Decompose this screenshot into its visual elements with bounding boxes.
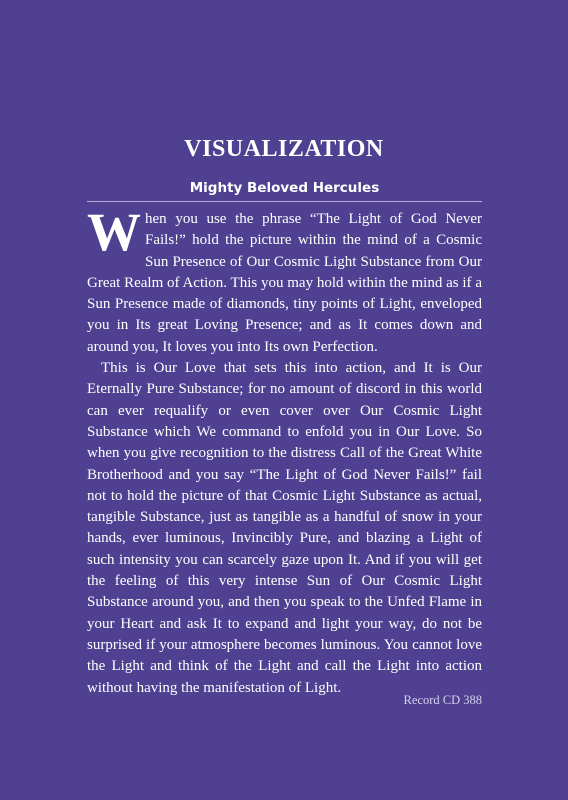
page-title: VISUALIZATION bbox=[184, 136, 384, 162]
body-text bbox=[87, 202, 482, 699]
subtitle-underline bbox=[87, 201, 482, 202]
author-subtitle: Mighty Beloved Hercules bbox=[189, 180, 380, 196]
subtitle-block bbox=[87, 180, 482, 204]
record-reference: Record CD 388 bbox=[403, 693, 482, 707]
paragraph-2: This is Our Love that sets this into action, and It is Our Eternally Pure Substance; for no amount of discord in this world can ever requalify or even cover over Our Cosmic Light Substance which We command to enfold you in Our Love. So when you give recognition to the distress Call of the Great White Brotherhood and you say “The Light of God Never Fails!” fail not to hold the picture of that Cosmic Light Substance as actual, tangible Substance, just as tangible as a handful of snow in your hands, ever luminous, Invincibly Pure, and blazing a Light of such intensity you can scarcely gaze upon It. And if you will get the feeling of this very intense Sun of Our Cosmic Light Substance around you, and then you speak to the Unfed Flame in your Heart and ask It to expand and light your way, do not be surprised if your atmosphere becomes luminous. You cannot love the Light and think of the Light and call the Light into action without having the manifestation of Light. bbox=[87, 360, 482, 696]
paragraph-1 bbox=[87, 202, 482, 358]
paragraph-1-text: hen you use the phrase “The Light of God Never Fails!” hold the picture within the mind of a Cosmic Sun Presence of Our Cosmic Light Substance from Our Great Realm of Action. This you may hold within the mind as if a Sun Presence made of diamonds, tiny points of Light, enveloped you in Its great Loving Presence; and as It comes down and around you, It loves you into Its own Perfection. bbox=[87, 211, 482, 355]
drop-cap: W bbox=[87, 202, 141, 262]
